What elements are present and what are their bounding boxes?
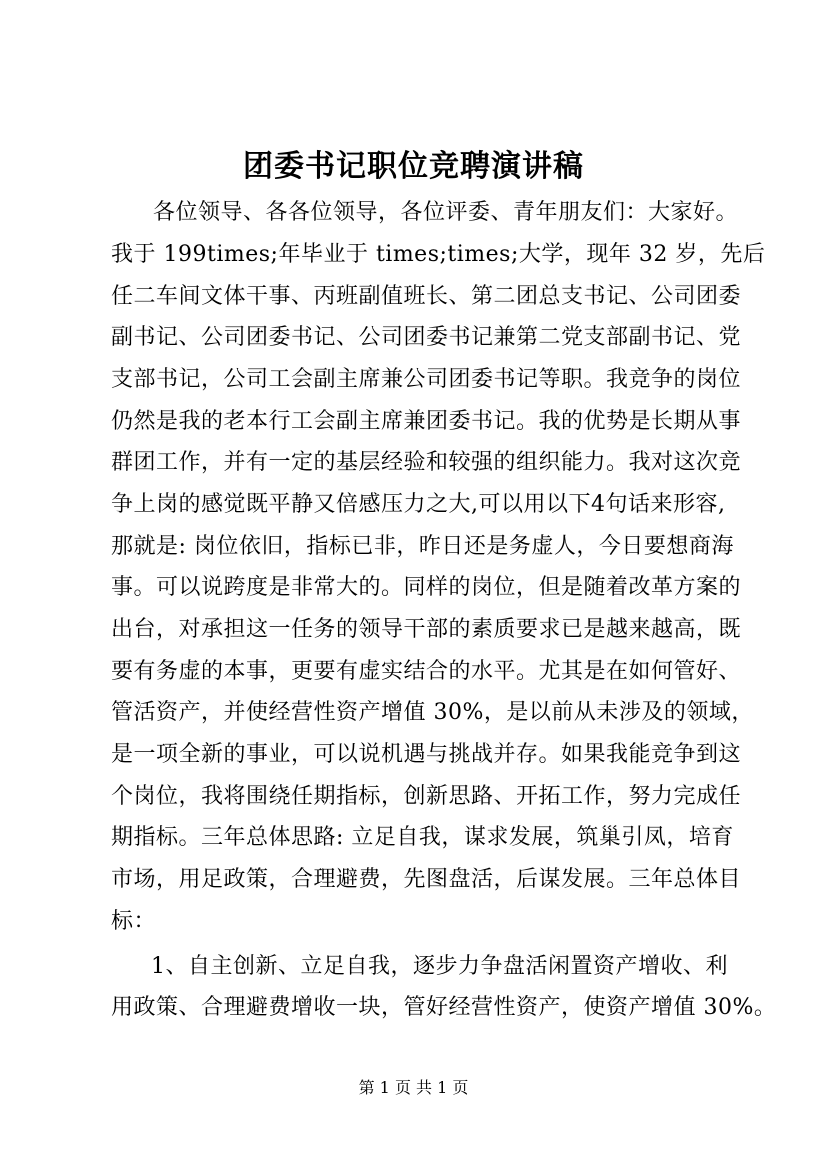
paragraph-line: 市场，用足政策，合理避费，先图盘活，后谋发展。三年总体目 bbox=[111, 867, 742, 892]
paragraph-line: 1、自主创新、立足自我，逐步力争盘活闲置资产增收、利 bbox=[151, 954, 728, 979]
page-footer: 第 1 页 共 1 页 bbox=[358, 1078, 469, 1097]
paragraph-line: 事。可以说跨度是非常大的。同样的岗位，但是随着改革方案的 bbox=[111, 575, 742, 600]
paragraph-line: 我于 199times;年毕业于 times;times;大学，现年 32 岁，先后 bbox=[111, 242, 766, 267]
paragraph-line: 要有务虚的本事，更要有虚实结合的水平。尤其是在如何管好、 bbox=[111, 659, 742, 684]
paragraph-line: 各位领导、各各位领导，各位评委、青年朋友们：大家好。 bbox=[153, 200, 739, 225]
paragraph-line: 标： bbox=[111, 909, 157, 934]
paragraph-line: 任二车间文体干事、丙班副值班长、第二团总支书记、公司团委 bbox=[111, 284, 742, 309]
paragraph-line: 群团工作，并有一定的基层经验和较强的组织能力。我对这次竞 bbox=[111, 450, 742, 475]
document-title: 团委书记职位竞聘演讲稿 bbox=[243, 149, 584, 184]
paragraph-line: 争上岗的感觉既平静又倍感压力之大,可以用以下4句话来形容, bbox=[111, 492, 726, 517]
paragraph-line: 期指标。三年总体思路: 立足自我，谋求发展，筑巢引凤，培育 bbox=[111, 825, 734, 850]
paragraph-line: 那就是: 岗位依旧，指标已非，昨日还是务虚人，今日要想商海 bbox=[111, 534, 734, 559]
paragraph-line: 用政策、合理避费增收一块，管好经营性资产，使资产增值 30%。 bbox=[111, 995, 777, 1020]
paragraph-line: 支部书记，公司工会副主席兼公司团委书记等职。我竞争的岗位 bbox=[111, 367, 742, 392]
paragraph-line: 出台，对承担这一任务的领导干部的素质要求已是越来越高，既 bbox=[111, 617, 742, 642]
paragraph-line: 副书记、公司团委书记、公司团委书记兼第二党支部副书记、党 bbox=[111, 325, 742, 350]
paragraph-line: 管活资产，并使经营性资产增值 30%，是以前从未涉及的领域， bbox=[111, 700, 754, 725]
paragraph-line: 仍然是我的老本行工会副主席兼团委书记。我的优势是长期从事 bbox=[111, 409, 742, 434]
paragraph-line: 个岗位，我将围绕任期指标，创新思路、开拓工作，努力完成任 bbox=[111, 784, 742, 809]
paragraph-line: 是一项全新的事业，可以说机遇与挑战并存。如果我能竞争到这 bbox=[111, 742, 742, 767]
